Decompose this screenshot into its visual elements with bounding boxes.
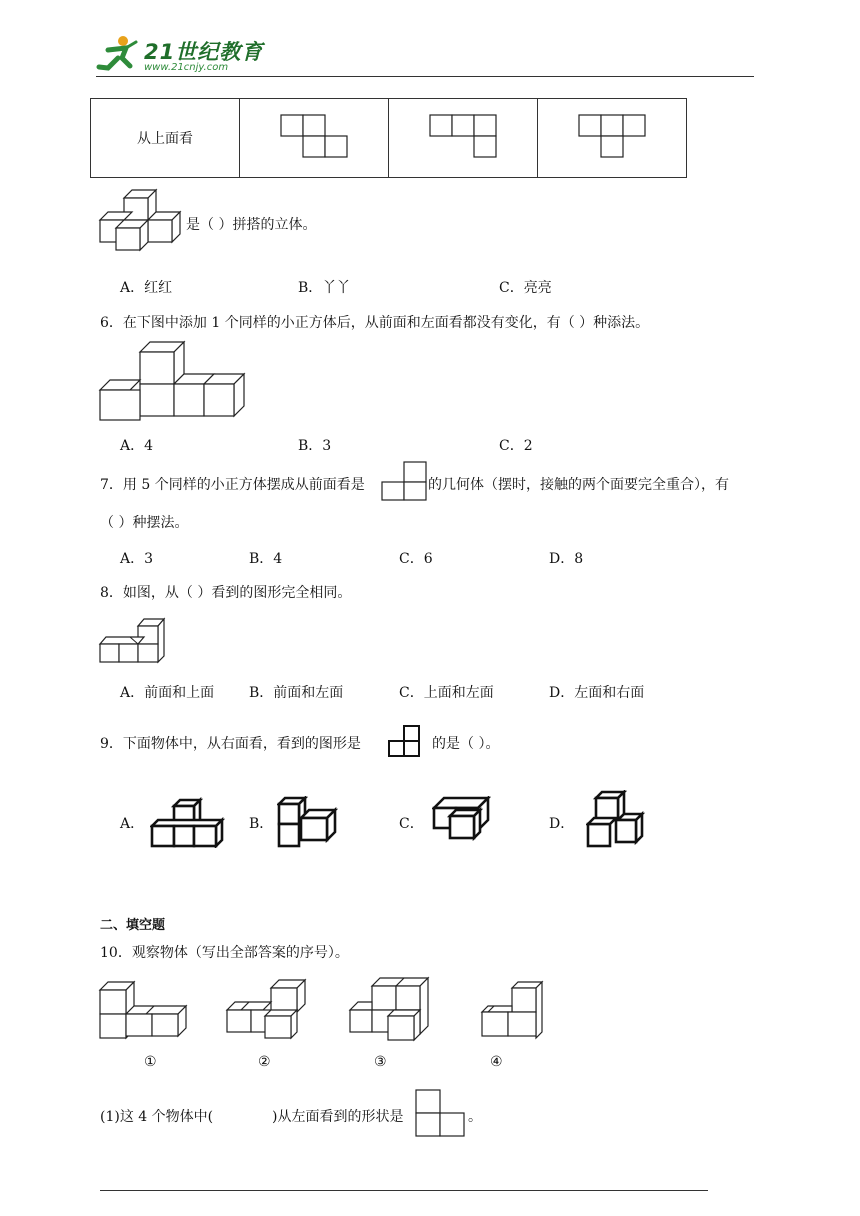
q10-figure-2 (225, 976, 309, 1040)
logo (96, 34, 266, 76)
q10-figure-3 (348, 974, 432, 1046)
q5-option-b[interactable]: B．丫丫 (298, 280, 351, 296)
q10-label-2: ② (258, 1054, 271, 1070)
q5-option-c[interactable]: C．亮亮 (499, 280, 552, 296)
q9-right-view-figure (387, 724, 423, 760)
q8-option-d[interactable]: D．左面和右面 (549, 685, 645, 701)
q9-option-b[interactable]: B． (249, 816, 274, 832)
q6-text: 6．在下图中添加 1 个同样的小正方体后，从前面和左面看都没有变化，有（ ）种添法。 (100, 315, 650, 331)
table-row-label: 从上面看 (91, 99, 240, 178)
q7-option-b[interactable]: B．4 (249, 551, 283, 567)
logo-url: www.21cnjy.com (144, 62, 229, 73)
section-title: 二、填空题 (100, 918, 166, 933)
q5-option-a[interactable]: A．红红 (120, 280, 173, 296)
q5-solid-figure (98, 188, 186, 256)
q9-option-c-figure[interactable] (432, 796, 494, 842)
q6-option-a[interactable]: A．4 (120, 438, 154, 454)
q10-label-1: ① (144, 1054, 157, 1070)
q9-text-b: 的是（ ）。 (432, 736, 500, 752)
q7-option-a[interactable]: A．3 (120, 551, 154, 567)
q8-solid-figure (98, 616, 170, 664)
q10-text: 10．观察物体（写出全部答案的序号）。 (100, 945, 349, 961)
q10-sub1-text-a: (1)这 4 个物体中( (100, 1109, 214, 1125)
top-view-option-1 (240, 99, 389, 178)
top-view-option-2 (389, 99, 538, 178)
top-view-table (90, 98, 687, 178)
q7-option-c[interactable]: C．6 (399, 551, 433, 567)
q9-option-d[interactable]: D． (549, 816, 575, 832)
header-rule (96, 76, 754, 77)
q9-option-a-figure[interactable] (150, 794, 226, 848)
runner-logo-icon (96, 34, 140, 76)
q5-text: 是（ ）拼搭的立体。 (186, 217, 317, 233)
q9-option-a[interactable]: A． (120, 816, 145, 832)
q6-option-b[interactable]: B．3 (298, 438, 332, 454)
q7-text-c: （ ）种摆法。 (100, 515, 189, 531)
q7-front-view-figure (380, 460, 428, 502)
q8-option-b[interactable]: B．前面和左面 (249, 685, 344, 701)
q10-figure-4 (480, 978, 546, 1042)
q9-option-b-figure[interactable] (277, 796, 341, 852)
top-view-option-3 (538, 99, 687, 178)
q9-option-c[interactable]: C． (399, 816, 424, 832)
footer-rule (100, 1190, 708, 1191)
q10-figure-1 (98, 978, 188, 1042)
q10-label-3: ③ (374, 1054, 387, 1070)
q10-sub1-text-c: 。 (468, 1109, 482, 1125)
q8-option-a[interactable]: A．前面和上面 (120, 685, 215, 701)
q6-option-c[interactable]: C．2 (499, 438, 533, 454)
q10-label-4: ④ (490, 1054, 503, 1070)
q8-text: 8．如图，从（ ）看到的图形完全相同。 (100, 585, 352, 601)
q10-sub1-answer-blank[interactable] (212, 1104, 272, 1124)
q6-solid-figure (98, 340, 248, 422)
q10-left-view-figure (414, 1088, 468, 1138)
q10-sub1-text-b: )从左面看到的形状是 (272, 1109, 404, 1125)
q9-option-d-figure[interactable] (586, 790, 648, 850)
q9-text-a: 9．下面物体中，从右面看，看到的图形是 (100, 736, 361, 752)
q7-text-a: 7．用 5 个同样的小正方体摆成从前面看是 (100, 477, 365, 493)
q7-option-d[interactable]: D．8 (549, 551, 584, 567)
q8-option-c[interactable]: C．上面和左面 (399, 685, 494, 701)
q7-text-b: 的几何体（摆时，接触的两个面要完全重合），有 (428, 477, 729, 493)
logo-text: 21世纪教育 (144, 40, 264, 64)
